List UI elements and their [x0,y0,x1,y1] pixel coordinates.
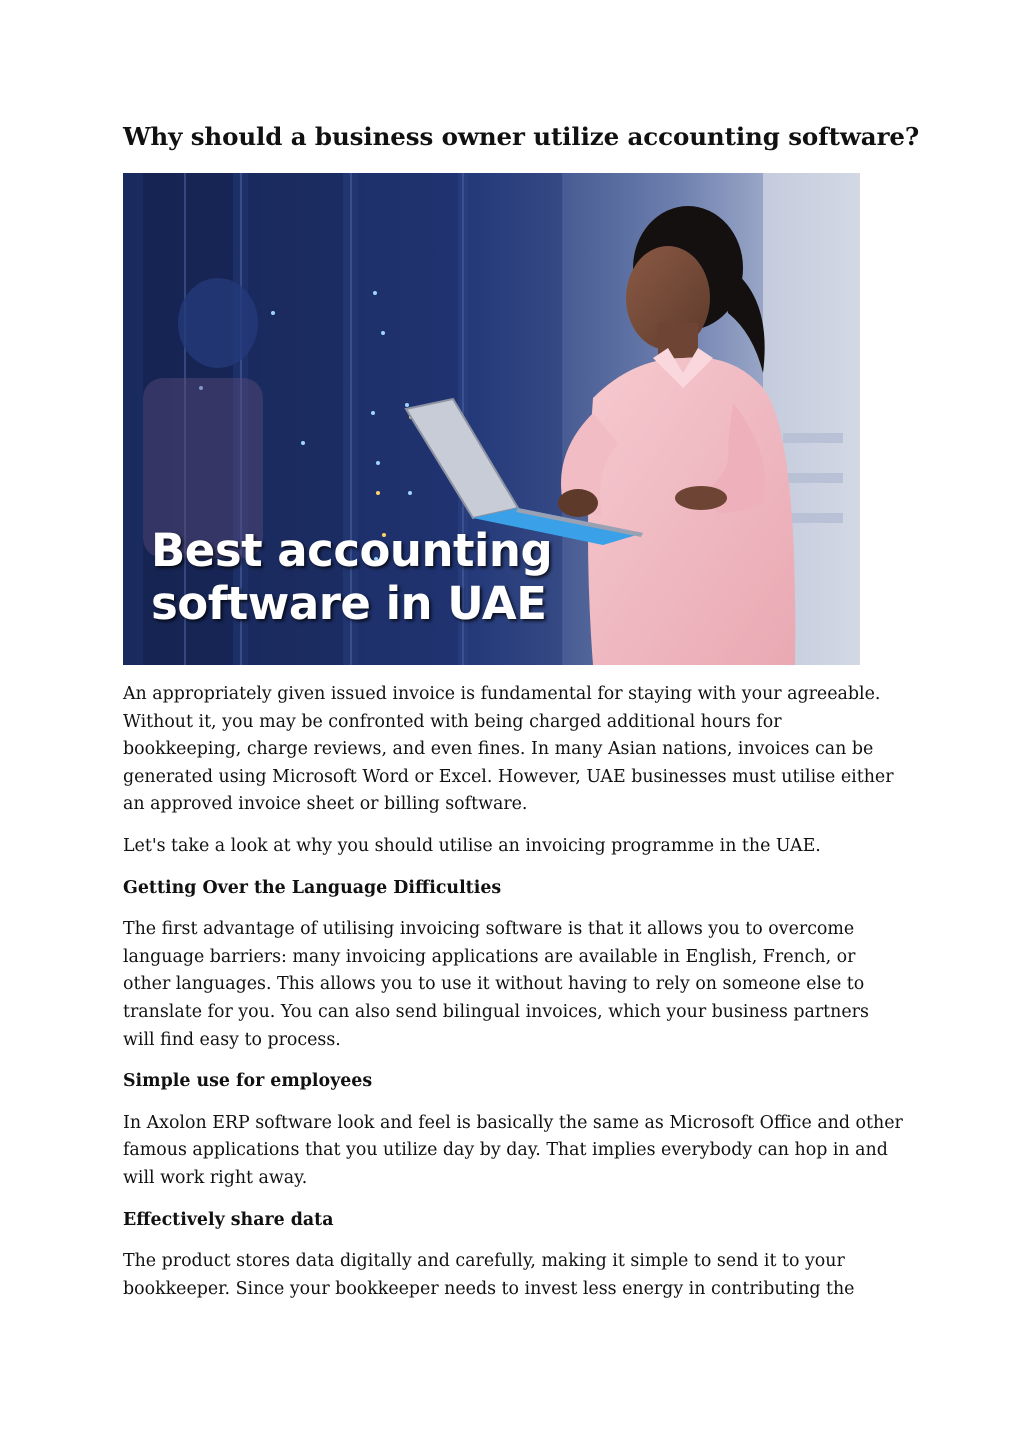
article-body [123,681,903,1317]
lead-paragraph: Let's take a look at why you should utilise an invoicing programme in the UAE. [123,835,821,856]
hero-caption-line1: Best accounting [151,524,553,577]
section-text-employees: In Axolon ERP software look and feel is basically the same as Microsoft Office and other famous applications that you utilize day by day. That implies everybody can hop in and will work right away. [123,1112,903,1188]
hero-caption-line2: software in UAE [151,576,547,630]
section-heading-language: Getting Over the Language Difficulties [123,877,502,898]
section-text-language: The first advantage of utilising invoicing software is that it allows you to overcome language barriers: many invoicing applications are available in English, French, or other languages. This allows you to use it without having to rely on someone else to translate for you. You can also send bilingual invoices, which your business partners will find easy to process. [123,919,869,1050]
hero-caption [151,525,552,630]
section-text-share-data: The product stores data digitally and carefully, making it simple to send it to your bookkeeper. Since your bookkeeper needs to invest less energy in contributing the [123,1251,855,1299]
section-heading-employees: Simple use for employees [123,1071,373,1092]
intro-paragraph: An appropriately given issued invoice is fundamental for staying with your agreeable. Without it, you may be confronted with being charged additional hours for bookkeeping, charge reviews, and even fines. In many Asian nations, invoices can be generated using Microsoft Word or Excel. However, UAE businesses must utilise either an approved invoice sheet or billing software. [123,684,894,815]
section-heading-share-data: Effectively share data [123,1209,334,1230]
hero-image [123,173,860,665]
page-title: Why should a business owner utilize accounting software? [123,122,920,151]
